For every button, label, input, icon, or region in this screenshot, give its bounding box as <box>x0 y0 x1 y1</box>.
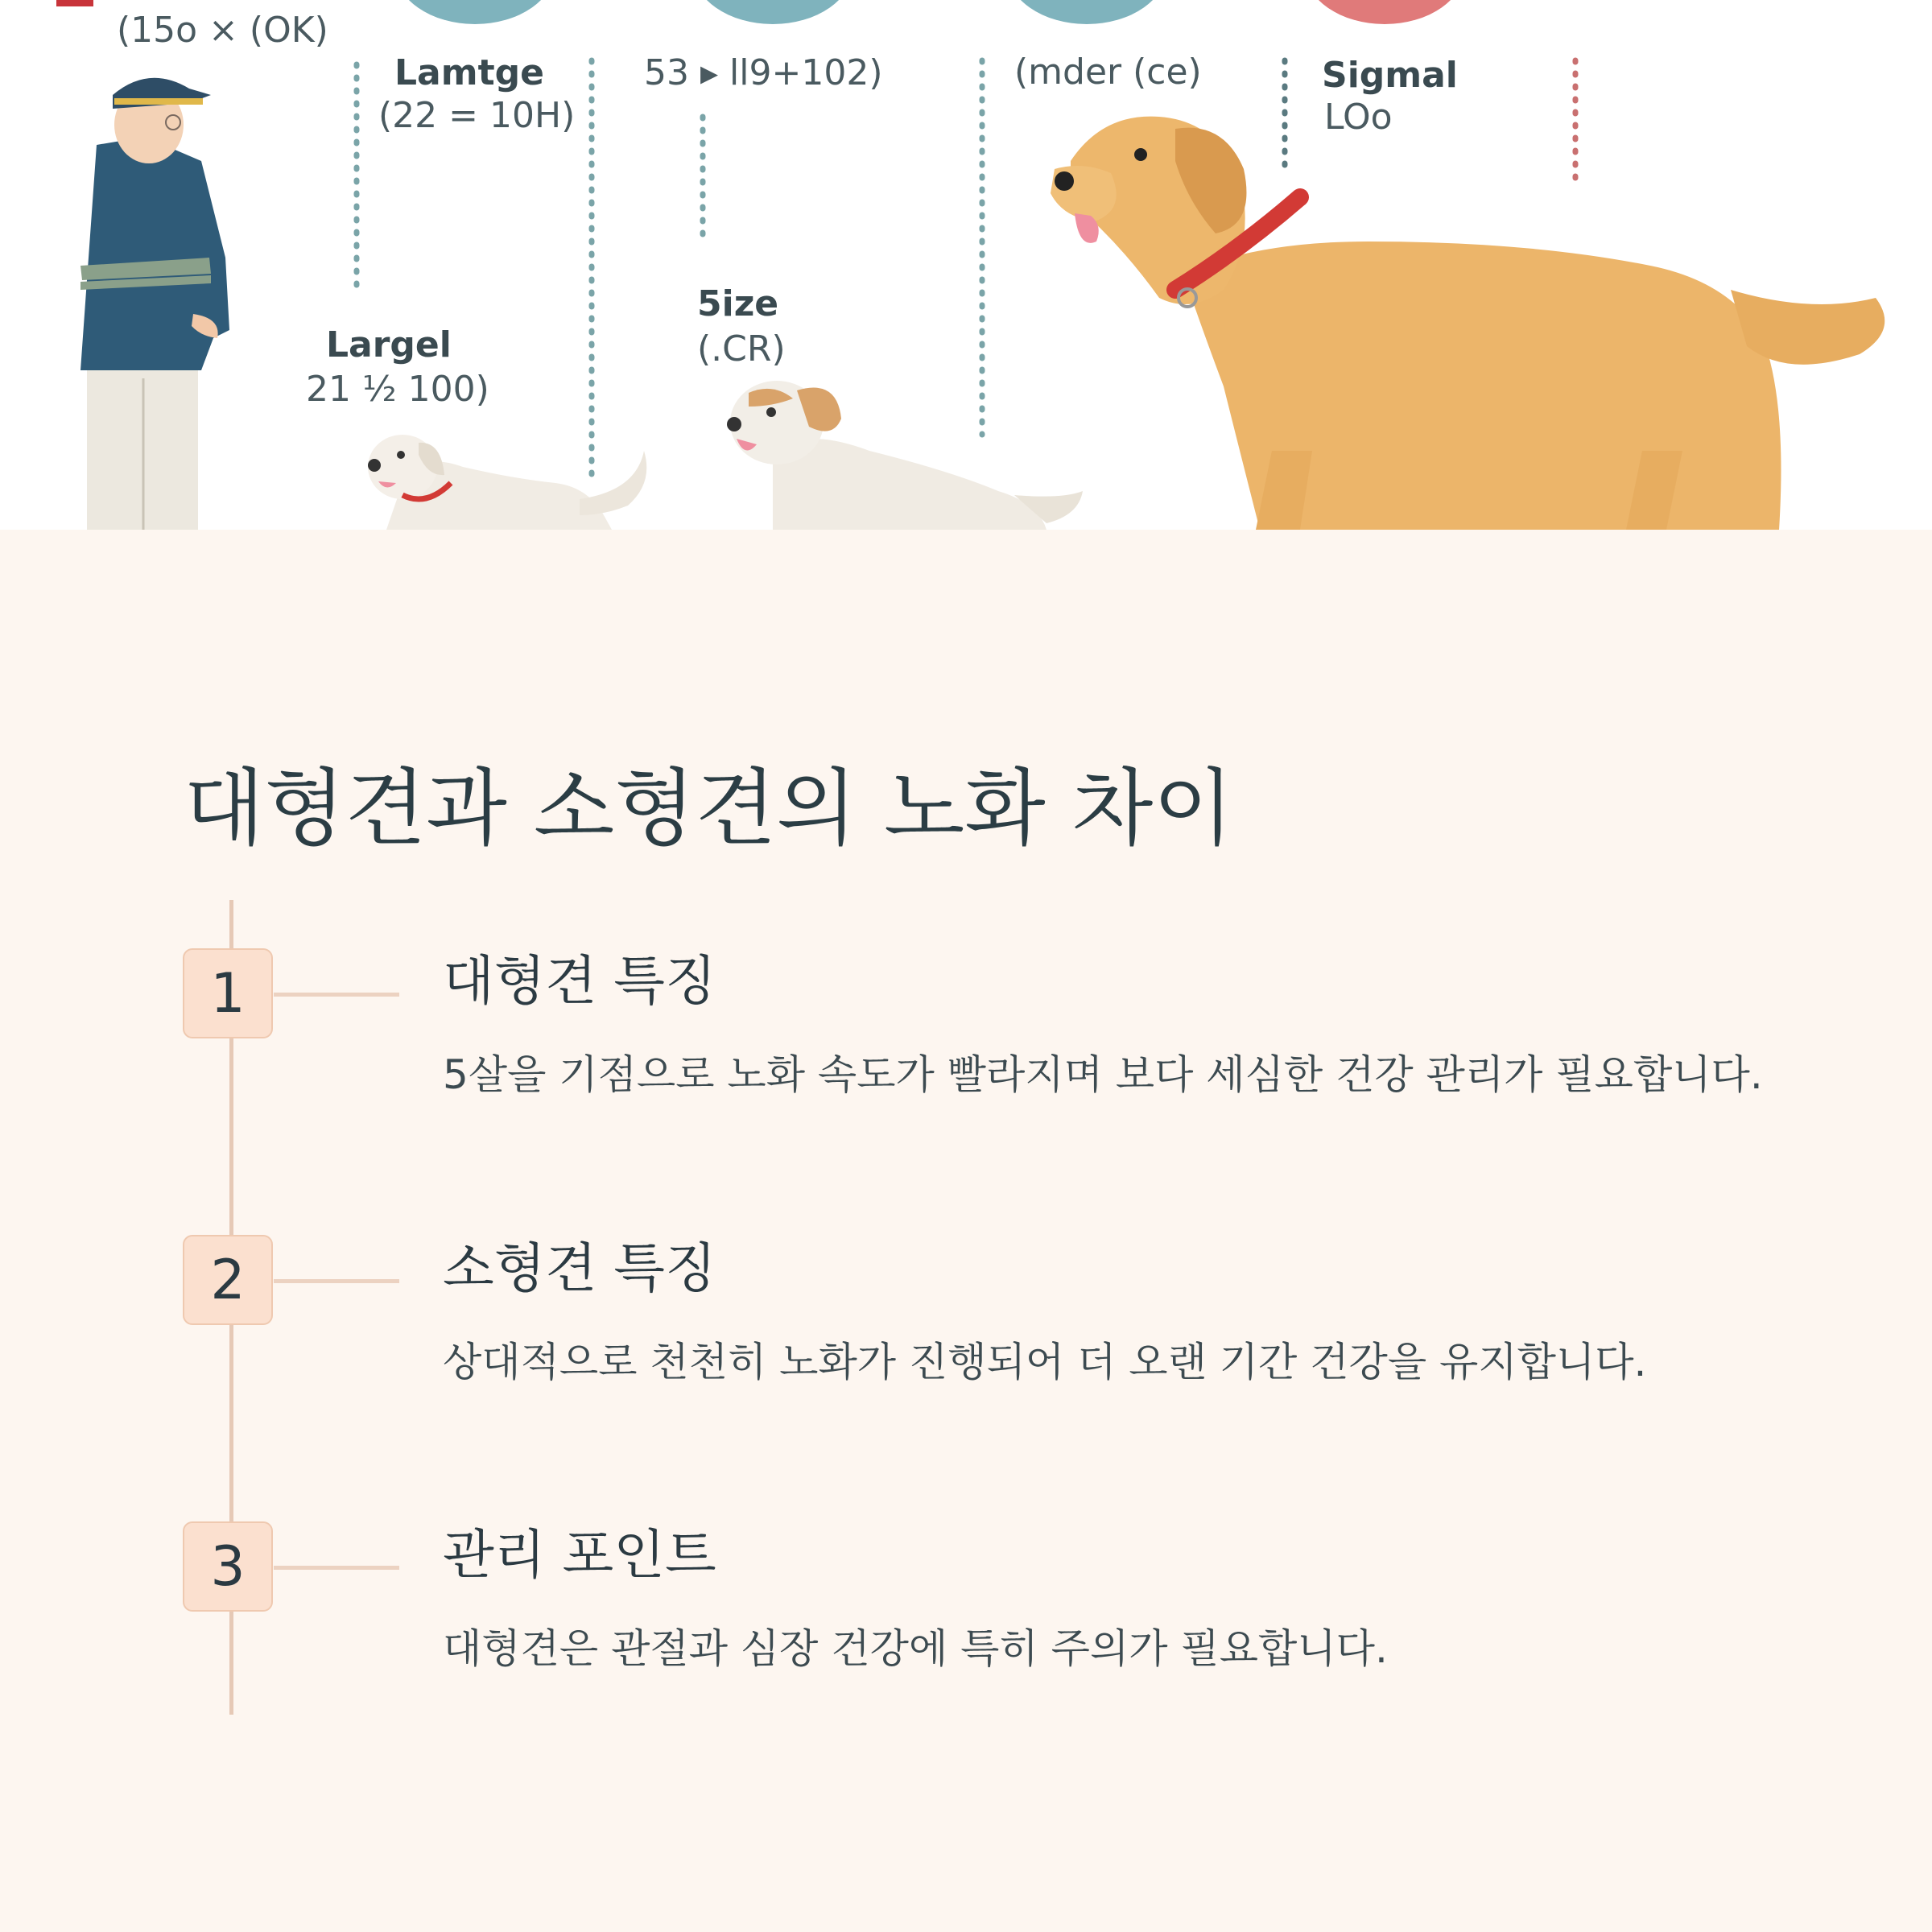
dog-size-illustration <box>0 0 1932 530</box>
step-3-badge: 3 <box>183 1521 273 1612</box>
teal-circle-3 <box>1006 0 1167 24</box>
hero-illustration <box>0 0 1932 530</box>
red-marker <box>56 0 93 6</box>
step-2-title: 소형견 특징 <box>443 1237 716 1299</box>
column-1-value: (22 = 10H) <box>378 95 576 136</box>
person-caption: (15o × (OK) <box>117 10 328 51</box>
small-dog <box>368 435 646 530</box>
small-dog-value: 21 ½ 100) <box>306 369 489 410</box>
step-3-description: 대형견은 관절과 심장 건강에 특히 주의가 필요합니다. <box>443 1625 1388 1672</box>
step-2-description: 상대적으로 천천히 노화가 진행되어 더 오랜 기간 건강을 유지합니다. <box>443 1339 1647 1385</box>
golden-retriever <box>1051 117 1885 530</box>
step-3-title: 관리 포인트 <box>443 1524 716 1586</box>
small-dog-title: Largel <box>326 324 452 365</box>
step-1-connector <box>274 993 399 997</box>
column-1-title: Lamtge <box>394 52 544 93</box>
column-2-caption: 53 ▸ ll9+102) <box>644 52 883 93</box>
page-title: 대형견과 소형견의 노화 차이 <box>184 759 1234 857</box>
teal-circle-1 <box>394 0 555 24</box>
column-3-caption: (mder (ce) <box>1014 52 1202 93</box>
medium-dog <box>727 381 1083 530</box>
step-2-connector <box>274 1279 399 1283</box>
medium-dog-value: (.CR) <box>697 328 786 369</box>
step-2-badge: 2 <box>183 1235 273 1325</box>
step-1-description: 5살을 기점으로 노화 속도가 빨라지며 보다 세심한 건강 관리가 필요합니다. <box>443 1051 1763 1098</box>
step-3-connector <box>274 1566 399 1570</box>
column-4-value: LOo <box>1324 97 1393 138</box>
elderly-person <box>80 78 229 530</box>
step-1-badge: 1 <box>183 948 273 1038</box>
teal-circle-2 <box>692 0 853 24</box>
red-circle <box>1304 0 1465 24</box>
column-4-title: Sigmal <box>1322 55 1458 96</box>
medium-dog-title: 5ize <box>697 283 779 324</box>
step-1-title: 대형견 특징 <box>443 950 716 1012</box>
